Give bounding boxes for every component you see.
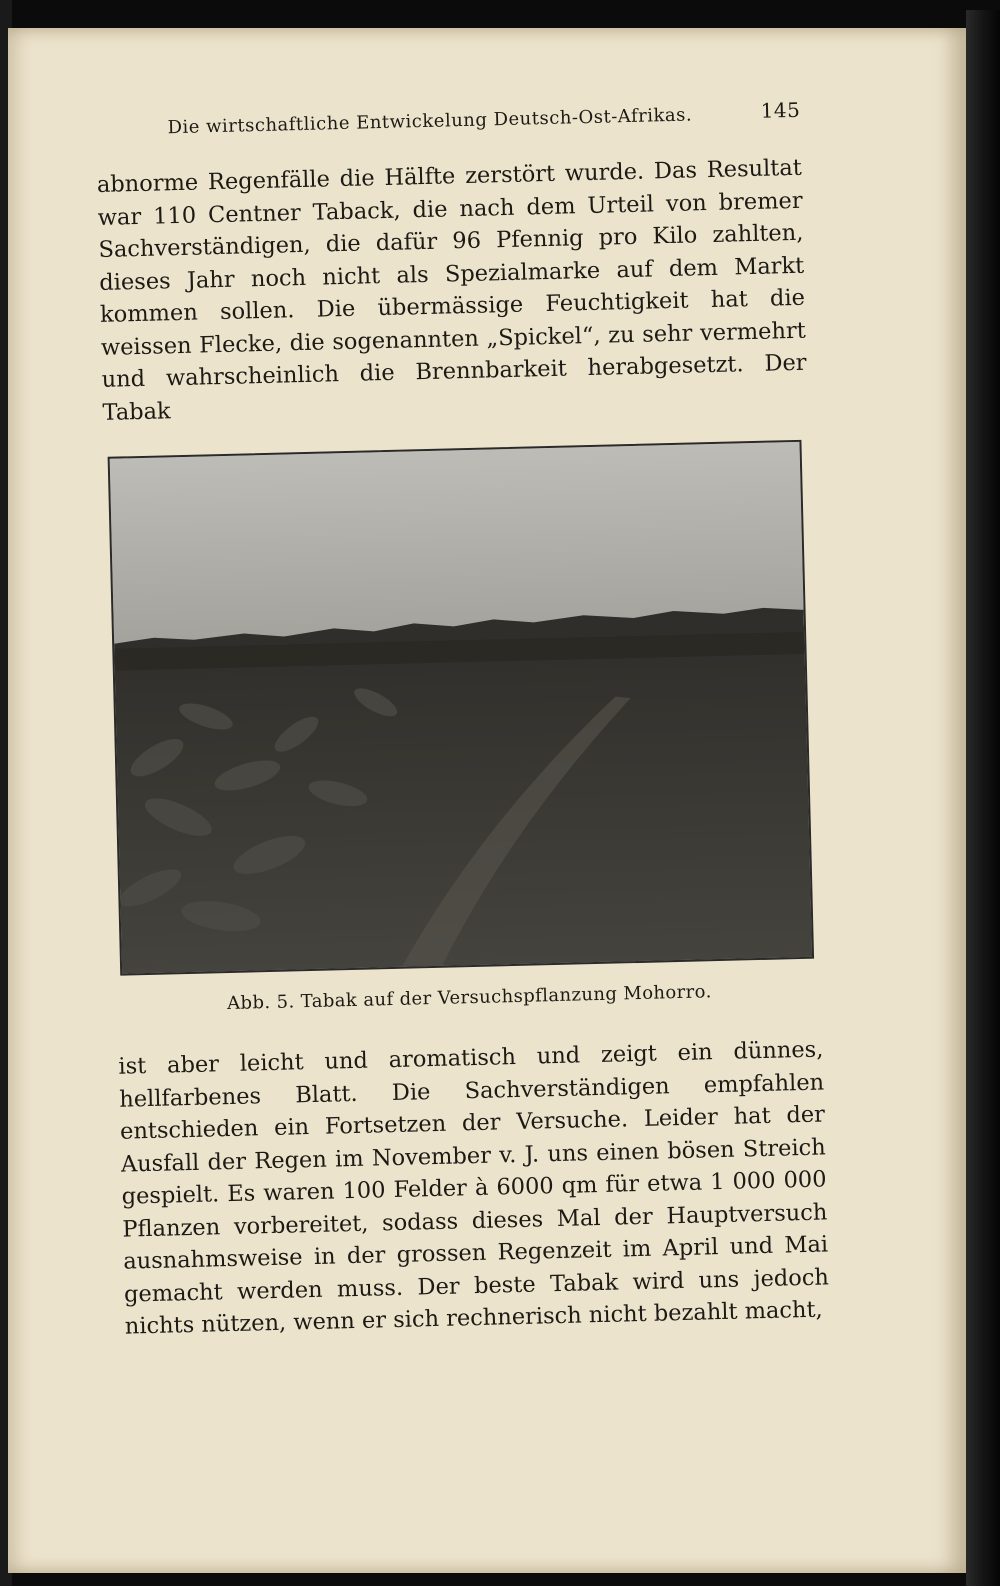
figure-caption: Abb. 5. Tabak auf der Versuchspflanzung Mohorro. <box>226 981 712 1015</box>
tobacco-field-photo <box>108 440 814 976</box>
running-title: Die wirtschaftliche Entwickelung Deutsch-Ost-Afrikas. <box>167 104 693 139</box>
page-number: 145 <box>760 97 801 123</box>
page-content <box>95 88 830 1343</box>
paragraph-top: abnorme Regenfälle die Hälfte zerstört wurde. Das Resultat war 110 Centner Taback, die nach dem Urteil von bremer Sachverständigen, die dafür 96 Pfennig pro Kilo zahlten, dieses Jahr noch nicht als Spezialmarke auf dem Markt kommen sollen. Die übermässige Feuchtigkeit hat die weissen Flecke, die sogenannten „Spickel“, zu sehr vermehrt und wahrscheinlich die Brennbarkeit herabgesetzt. Der Tabak <box>96 154 807 426</box>
book-binding-right <box>966 10 1000 1586</box>
paragraph-bottom: ist aber leicht und aromatisch und zeigt ein dünnes, hellfarbenes Blatt. Die Sachverständigen empfahlen entschieden ein Fortsetzen der Versuche. Leider hat der Ausfall der Regen im November v. J. uns einen bösen Streich gespielt. Es waren 100 Felder à 6000 qm für etwa 1 000 000 Pflanzen vorbereitet, sodass dieses Mal der Hauptversuch ausnahmsweise in der grossen Regenzeit im April und Mai gemacht werden muss. Der beste Tabak wird uns jedoch nichts nützen, wenn er sich rechnerisch nicht bezahlt macht, <box>118 1036 830 1340</box>
photo-illustration <box>110 442 812 974</box>
